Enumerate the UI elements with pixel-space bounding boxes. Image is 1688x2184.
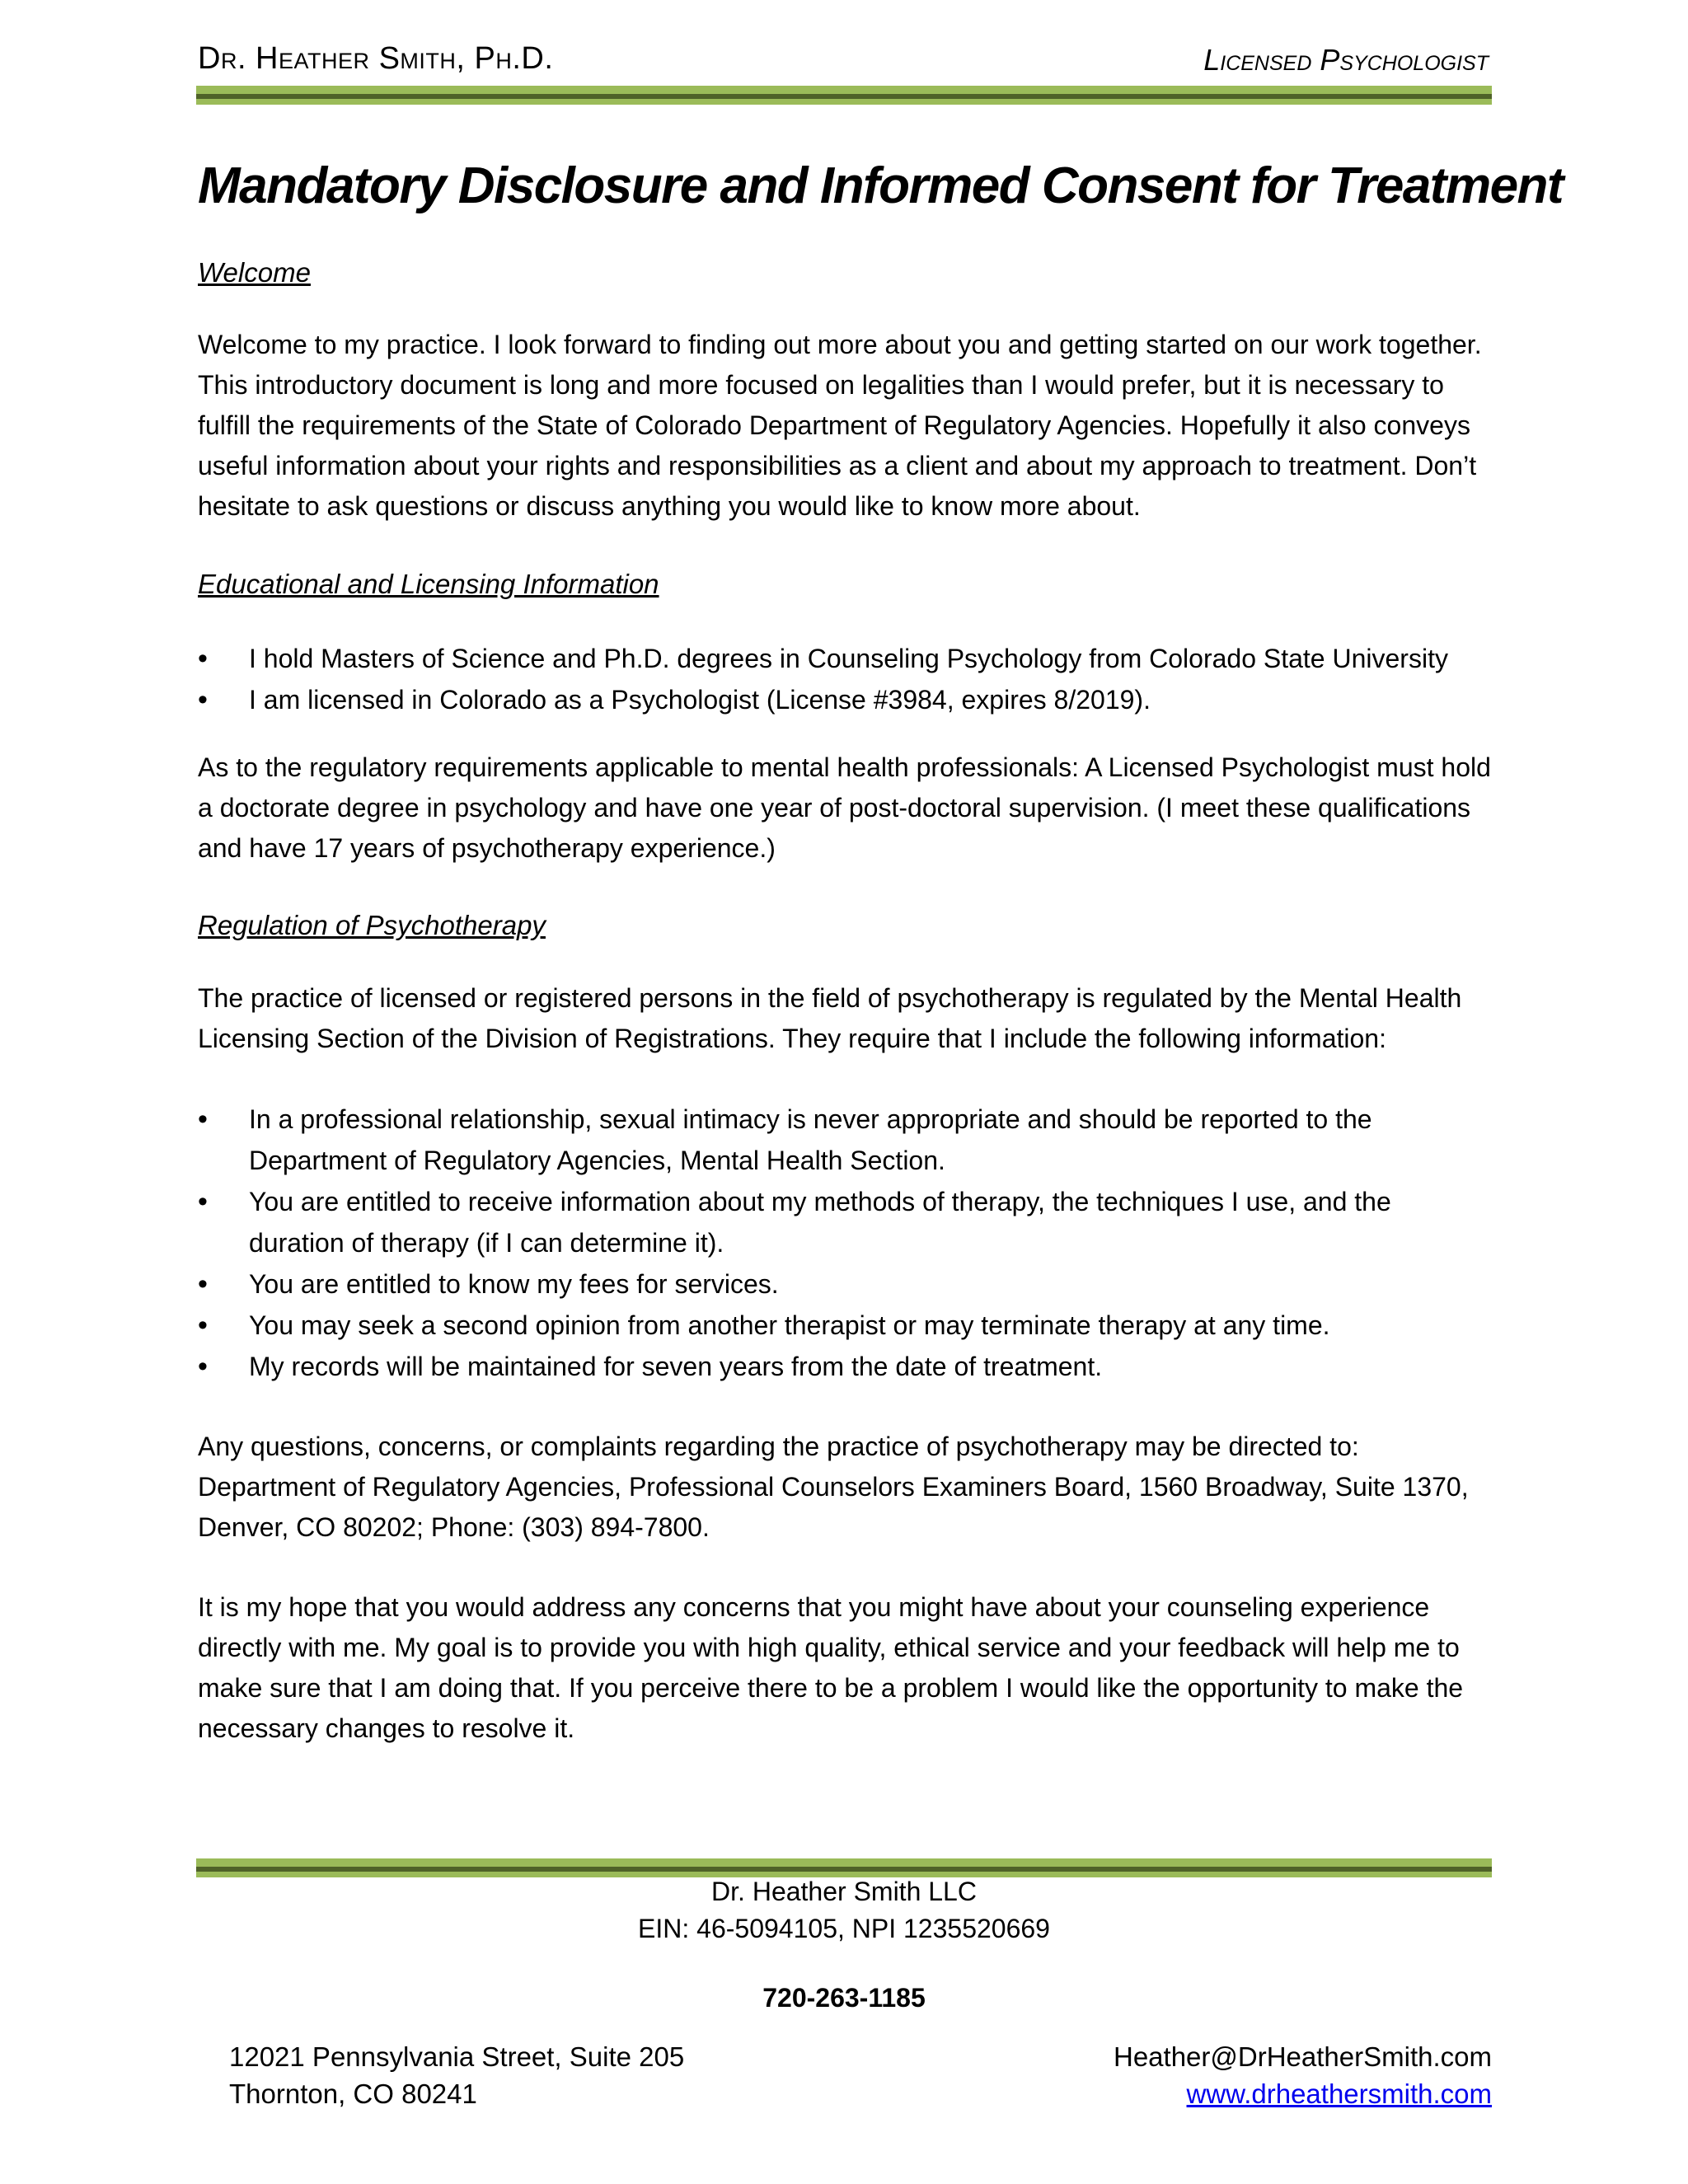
questions-paragraph: Any questions, concerns, or complaints regarding the practice of psychotherapy may be directed to: Department of Regulatory Agencies, Professional Counselors Examiners Board, 1560 Broadway, Suite 1370, Denver, CO 80202; Phone: (303) 894-7800. [198, 1432, 1469, 1542]
list-item: • My records will be maintained for seven years from the date of treatment. [198, 1346, 1492, 1387]
list-item: • In a professional relationship, sexual intimacy is never appropriate and should be reported to the Department of Regulatory Agencies, Mental Health Section. [198, 1099, 1492, 1181]
header-name: Dr. Heather Smith, Ph.D. [198, 41, 554, 76]
welcome-heading: Welcome [198, 257, 311, 288]
footer-company: Dr. Heather Smith LLC [711, 1877, 977, 1906]
footer-website-link[interactable]: www.drheathersmith.com [1186, 2079, 1492, 2109]
regulatory-paragraph: As to the regulatory requirements applicable to mental health professionals: A Licensed Psychologist must hold a doctorate degree in psychology and have one year of post-doctoral supervision. (I meet these qualifications and have 17 years of psychotherapy experience.) [198, 752, 1491, 863]
footer-email[interactable]: Heather@DrHeatherSmith.com [1114, 2041, 1492, 2072]
footer-rule [196, 1858, 1492, 1877]
list-item: • I am licensed in Colorado as a Psychologist (License #3984, expires 8/2019). [198, 679, 1492, 720]
hope-paragraph: It is my hope that you would address any concerns that you might have about your counseling experience directly with me. My goal is to provide you with high quality, ethical service and your feedback will help me to make sure that I am doing that. If you perceive there to be a problem I would like the opportunity to make the necessary changes to resolve it. [198, 1592, 1464, 1743]
list-item: • You may seek a second opinion from another therapist or may terminate therapy at any time. [198, 1305, 1492, 1346]
header-rule [196, 86, 1492, 105]
footer-address-line1: 12021 Pennsylvania Street, Suite 205 [229, 2041, 685, 2072]
regulation-list [198, 1099, 1492, 1387]
regulation-paragraph: The practice of licensed or registered persons in the field of psychotherapy is regulated by the Mental Health Licensing Section of the Division of Registrations. They require that I include the following information: [198, 983, 1462, 1053]
regulation-heading: Regulation of Psychotherapy [198, 910, 546, 940]
list-item: • You are entitled to receive information about my methods of therapy, the techniques I use, and the duration of therapy (if I can determine it). [198, 1181, 1492, 1263]
footer-phone: 720-263-1185 [762, 1983, 926, 2013]
footer-address-line2: Thornton, CO 80241 [229, 2079, 477, 2109]
welcome-paragraph: Welcome to my practice. I look forward to finding out more about you and getting started on our work together. This introductory document is long and more focused on legalities than I would prefer, but it is necessary to fulfill the requirements of the State of Colorado Department of Regulatory Agencies. Hopefully it also conveys useful information about your rights and responsibilities as a client and about my approach to treatment. Don’t hesitate to ask questions or discuss anything you would like to know more about. [198, 330, 1482, 521]
header-title: Licensed Psychologist [1203, 43, 1489, 77]
list-item: • You are entitled to know my fees for services. [198, 1263, 1492, 1305]
education-heading: Educational and Licensing Information [198, 569, 659, 599]
education-list [198, 638, 1492, 720]
list-item: • I hold Masters of Science and Ph.D. degrees in Counseling Psychology from Colorado State University [198, 638, 1492, 679]
footer-ids: EIN: 46-5094105, NPI 1235520669 [638, 1914, 1050, 1943]
document-title: Mandatory Disclosure and Informed Consent for Treatment [198, 157, 1564, 214]
